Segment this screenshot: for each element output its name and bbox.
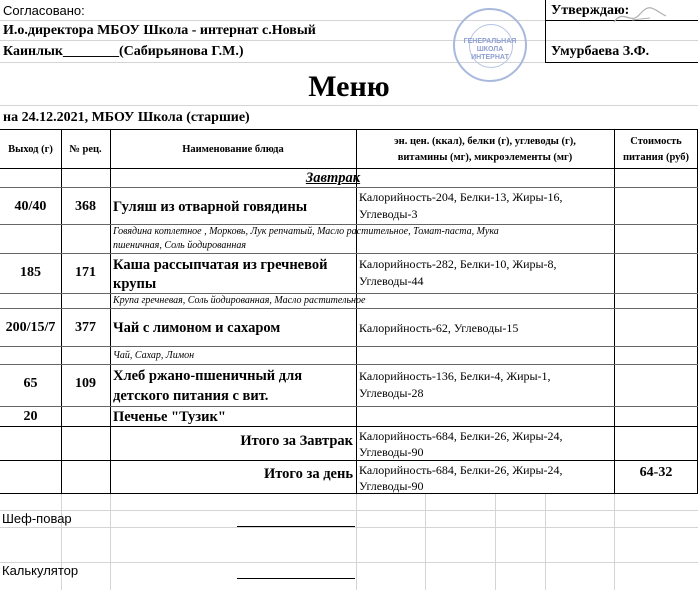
item-output: 40/40 (14, 199, 47, 214)
signature-icon (610, 4, 670, 28)
col-header-output: Выход (г) (8, 144, 53, 155)
total-day-label: Итого за день (263, 466, 353, 482)
calculator-label: Калькулятор (2, 563, 79, 578)
item-output: 20 (23, 409, 38, 424)
grid-line (495, 493, 496, 590)
item-recipe: 171 (75, 265, 96, 280)
table-border (0, 129, 698, 130)
item-dish-name: Печенье "Тузик" (113, 409, 226, 425)
table-border (0, 460, 698, 461)
item-dish-name: крупы (113, 276, 157, 292)
total-day-cost: 64-32 (639, 465, 673, 480)
item-output: 200/15/7 (5, 320, 56, 335)
table-border (0, 168, 698, 169)
grid-line (0, 562, 698, 563)
item-dish-name: Гуляш из отварной говядины (113, 199, 308, 215)
stamp-text: ГЕНЕРАЛЬНАЯ ШКОЛА ИНТЕРНАТ (463, 38, 517, 61)
grid-line (425, 493, 426, 590)
item-nutrition: Калорийность-204, Белки-13, Жиры-16, (359, 190, 563, 204)
item-dish-name: Каша рассыпчатая из гречневой (113, 257, 328, 273)
item-nutrition: Углеводы-44 (359, 274, 424, 288)
item-dish-name: детского питания с вит. (113, 388, 269, 404)
grid-line (0, 527, 698, 528)
grid-line (614, 493, 615, 590)
item-nutrition: Калорийность-282, Белки-10, Жиры-8, (359, 257, 557, 271)
item-dish-name: Хлеб ржано-пшеничный для (113, 368, 303, 384)
col-header-dish: Наименование блюда (182, 144, 284, 155)
item-output: 65 (23, 376, 38, 391)
row-line (0, 308, 698, 309)
item-nutrition: Углеводы-3 (359, 207, 418, 221)
header-divider (545, 62, 698, 63)
page-title: Меню (308, 70, 390, 103)
col-header-nutrition-1: эн. цен. (ккал), белки (г), углеводы (г), (394, 136, 576, 147)
row-line (0, 253, 698, 254)
item-output: 185 (20, 265, 41, 280)
approver-line-1: И.о.директора МБОУ Школа - интернат с.Новый (3, 23, 316, 38)
header-divider (545, 0, 546, 62)
total-day-nutrition: Калорийность-684, Белки-26, Жиры-24, (359, 463, 563, 477)
item-nutrition: Калорийность-136, Белки-4, Жиры-1, (359, 369, 551, 383)
table-border (0, 426, 698, 427)
approved-label: Согласовано: (3, 3, 85, 18)
item-dish-name: Чай с лимоном и сахаром (113, 320, 281, 336)
col-header-recipe: № рец. (69, 144, 102, 155)
chef-label: Шеф-повар (2, 511, 72, 526)
item-nutrition: Углеводы-28 (359, 386, 424, 400)
row-line (0, 406, 698, 407)
total-day-nutrition: Углеводы-90 (359, 479, 424, 493)
confirm-label: Утверждаю: (551, 3, 630, 18)
item-ingredients: Крупа гречневая, Соль йодированная, Масло растительное (113, 295, 366, 306)
approver-line-2: Каинлык________(Сабирьянова Г.М.) (3, 44, 244, 59)
grid-line (0, 510, 698, 511)
item-ingredients: Чай, Сахар, Лимон (113, 350, 195, 361)
col-line (61, 129, 62, 493)
item-nutrition: Калорийность-62, Углеводы-15 (359, 321, 519, 335)
row-line (0, 346, 698, 347)
row-line (0, 364, 698, 365)
table-border (0, 493, 698, 494)
row-line (0, 187, 698, 188)
section-title: Завтрак (305, 170, 361, 186)
item-recipe: 368 (75, 199, 96, 214)
calculator-signature-line (237, 578, 355, 579)
item-ingredients: Говядина котлетное , Морковь, Лук репчатый, Масло растительное, Томат-паста, Мука (113, 226, 499, 237)
grid-line (0, 40, 698, 41)
item-recipe: 109 (75, 376, 96, 391)
total-breakfast-label: Итого за Завтрак (240, 433, 353, 449)
menu-subtitle: на 24.12.2021, МБОУ Школа (старшие) (3, 110, 250, 125)
chef-signature-line (237, 526, 355, 527)
total-breakfast-nutrition: Калорийность-684, Белки-26, Жиры-24, (359, 429, 563, 443)
grid-line (545, 493, 546, 590)
col-header-cost-1: Стоимость (630, 136, 682, 147)
grid-line (110, 493, 111, 590)
col-header-nutrition-2: витамины (мг), микроэлементы (мг) (397, 152, 573, 163)
grid-line (356, 493, 357, 590)
total-breakfast-nutrition: Углеводы-90 (359, 445, 424, 459)
item-ingredients: пшеничная, Соль йодированная (113, 240, 246, 251)
col-line (614, 129, 615, 493)
grid-line (0, 105, 698, 106)
signer-name: Умурбаева З.Ф. (551, 44, 650, 59)
item-recipe: 377 (75, 320, 96, 335)
col-header-cost-2: питания (руб) (622, 152, 690, 163)
